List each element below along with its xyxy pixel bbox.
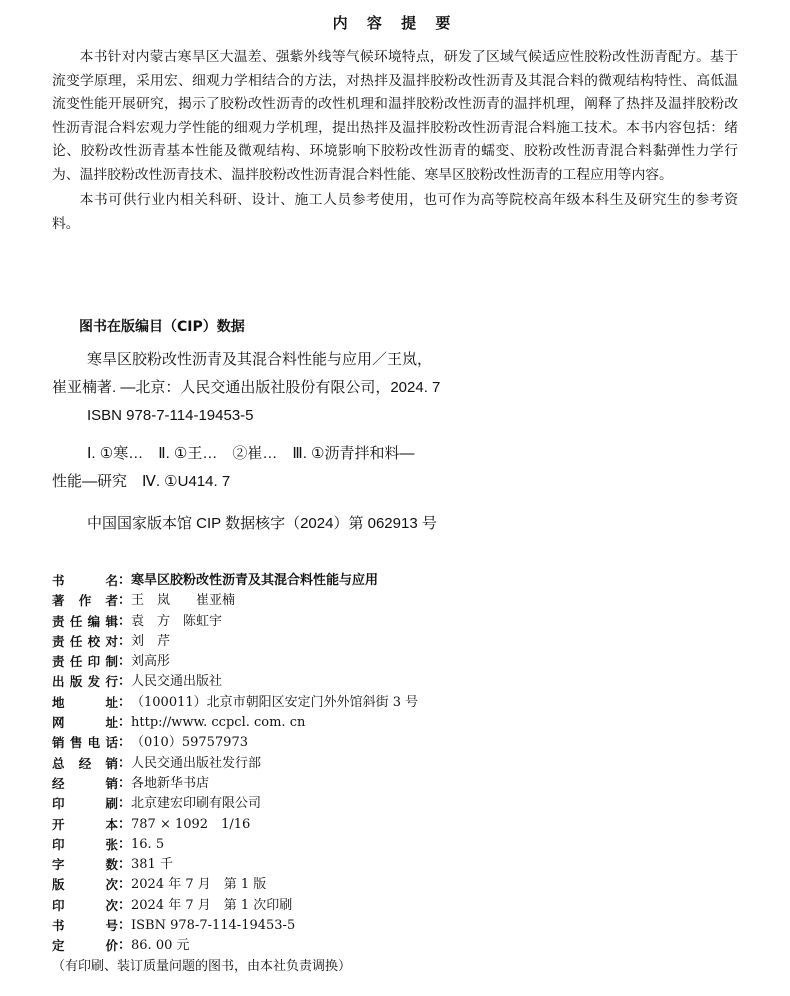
colophon-label: 总经销 xyxy=(52,755,118,771)
colophon-value: ISBN 978-7-114-19453-5 xyxy=(131,918,296,934)
abstract-section xyxy=(52,46,738,236)
page-title: 内 容 提 要 xyxy=(332,14,458,32)
colophon-value: 寒旱区胶粉改性沥青及其混合料性能与应用 xyxy=(131,573,379,588)
colophon-label: 印次 xyxy=(52,897,118,913)
colophon-row xyxy=(52,733,752,753)
colophon-separator: ： xyxy=(118,674,132,690)
colophon-row xyxy=(52,815,752,835)
colophon-separator: ： xyxy=(118,816,132,832)
colophon-value: 刘高彤 xyxy=(131,654,171,670)
colophon-row xyxy=(52,571,752,591)
colophon-separator: ： xyxy=(118,593,132,609)
colophon-value: 袁 方 陈虹宇 xyxy=(131,613,223,629)
colophon-value: 北京建宏印刷有限公司 xyxy=(131,796,262,812)
cip-title-line: 寒旱区胶粉改性沥青及其混合料性能与应用／王岚， xyxy=(87,351,433,368)
colophon-row xyxy=(52,936,752,956)
colophon-value: 王 岚 崔亚楠 xyxy=(131,593,236,609)
colophon-separator: ： xyxy=(118,796,132,812)
cip-heading: 图书在版编目（CIP）数据 xyxy=(79,319,245,335)
colophon-label: 书名 xyxy=(52,573,118,588)
colophon-separator: ： xyxy=(118,918,132,934)
colophon-label: 印张 xyxy=(52,836,118,852)
colophon-value: 人民交通出版社 xyxy=(131,674,223,690)
colophon-label: 责任编辑 xyxy=(52,613,118,629)
colophon-value: 16. 5 xyxy=(131,836,165,852)
colophon-value: http://www. ccpcl. com. cn xyxy=(131,715,306,731)
cip-publisher-line: 崔亚楠著. —北京：人民交通出版社股份有限公司，2024. 7 xyxy=(52,379,441,396)
cip-classification-line-1: Ⅰ. ①寒… Ⅱ. ①王… ②崔… Ⅲ. ①沥青拌和料— xyxy=(87,445,415,462)
colophon-row xyxy=(52,916,752,936)
colophon-row xyxy=(52,693,752,713)
colophon-separator: ： xyxy=(118,938,132,954)
colophon-value: 787 × 1092 1/16 xyxy=(131,816,251,832)
colophon-value: 2024 年 7 月 第 1 次印刷 xyxy=(131,897,293,913)
colophon-row xyxy=(52,855,752,875)
colophon-value: （100011）北京市朝阳区安定门外外馆斜街 3 号 xyxy=(131,694,419,710)
colophon-value: 刘 芹 xyxy=(131,633,171,649)
colophon-value: 86. 00 元 xyxy=(131,938,190,954)
abstract-paragraph-1: 本书针对内蒙古寒旱区大温差、强紫外线等气候环境特点，研发了区域气候适应性胶粉改性沥青配方。基于流变学原理，采用宏、细观力学相结合的方法，对热拌及温拌胶粉改性沥青及其混合料的微观结构特性、高低温流变性能开展研究，揭示了胶粉改性沥青的改性机理和温拌胶粉改性沥青的温拌机理，阐释了热拌及温拌胶粉改性沥青混合料宏观力学性能的细观力学机理，提出热拌及温拌胶粉改性沥青混合料施工技术。本书内容包括：绪论、胶粉改性沥青基本性能及微观结构、环境影响下胶粉改性沥青的蠕变、胶粉改性沥青混合料黏弹性力学行为、温拌胶粉改性沥青技术、温拌胶粉改性沥青混合料性能、寒旱区胶粉改性沥青的工程应用等内容。 xyxy=(52,49,738,183)
cip-isbn: ISBN 978-7-114-19453-5 xyxy=(87,407,254,424)
colophon-separator: ： xyxy=(118,755,132,771)
colophon-row xyxy=(52,774,752,794)
colophon-label: 著作者 xyxy=(52,593,118,609)
colophon-row xyxy=(52,875,752,895)
colophon-row xyxy=(52,754,752,774)
colophon-label: 责任印制 xyxy=(52,654,118,670)
colophon-label: 书号 xyxy=(52,918,118,934)
colophon-separator: ： xyxy=(118,654,132,670)
colophon-separator: ： xyxy=(118,715,132,731)
colophon-row xyxy=(52,612,752,632)
colophon-label: 销售电话 xyxy=(52,735,118,751)
colophon-label: 印刷 xyxy=(52,796,118,812)
colophon-label: 经销 xyxy=(52,775,118,791)
colophon-row xyxy=(52,835,752,855)
colophon-separator: ： xyxy=(118,775,132,791)
colophon-value: （010）59757973 xyxy=(131,735,248,751)
colophon-row xyxy=(52,632,752,652)
colophon-separator: ： xyxy=(118,897,132,913)
cip-data-block xyxy=(52,346,492,538)
quality-note: （有印刷、装订质量问题的图书，由本社负责调换） xyxy=(52,958,352,974)
colophon-row xyxy=(52,896,752,916)
abstract-paragraph-2: 本书可供行业内相关科研、设计、施工人员参考使用，也可作为高等院校高年级本科生及研究生的参考资料。 xyxy=(52,192,738,232)
colophon-value: 人民交通出版社发行部 xyxy=(131,755,262,771)
colophon-separator: ： xyxy=(118,573,132,588)
colophon-row xyxy=(52,672,752,692)
colophon-label: 字数 xyxy=(52,857,118,873)
colophon-label: 网址 xyxy=(52,715,118,731)
colophon-label: 责任校对 xyxy=(52,633,118,649)
colophon-row xyxy=(52,794,752,814)
colophon-label: 出版发行 xyxy=(52,674,118,690)
colophon-separator: ： xyxy=(118,633,132,649)
colophon-row xyxy=(52,713,752,733)
colophon-separator: ： xyxy=(118,613,132,629)
colophon-label: 地址 xyxy=(52,694,118,710)
colophon-separator: ： xyxy=(118,836,132,852)
colophon-row xyxy=(52,652,752,672)
colophon-label: 开本 xyxy=(52,816,118,832)
colophon-separator: ： xyxy=(118,877,132,893)
colophon-row xyxy=(52,591,752,611)
colophon-value: 各地新华书店 xyxy=(131,775,210,791)
cip-number: 中国国家版本馆 CIP 数据核字（2024）第 062913 号 xyxy=(87,515,437,532)
colophon-value: 381 千 xyxy=(131,857,173,873)
cip-classification-line-2: 性能—研究 Ⅳ. ①U414. 7 xyxy=(52,473,231,490)
colophon-separator: ： xyxy=(118,857,132,873)
colophon-separator: ： xyxy=(118,694,132,710)
colophon-label: 版次 xyxy=(52,877,118,893)
colophon-label: 定价 xyxy=(52,938,118,954)
colophon xyxy=(52,571,752,977)
colophon-value: 2024 年 7 月 第 1 版 xyxy=(131,877,267,893)
colophon-separator: ： xyxy=(118,735,132,751)
